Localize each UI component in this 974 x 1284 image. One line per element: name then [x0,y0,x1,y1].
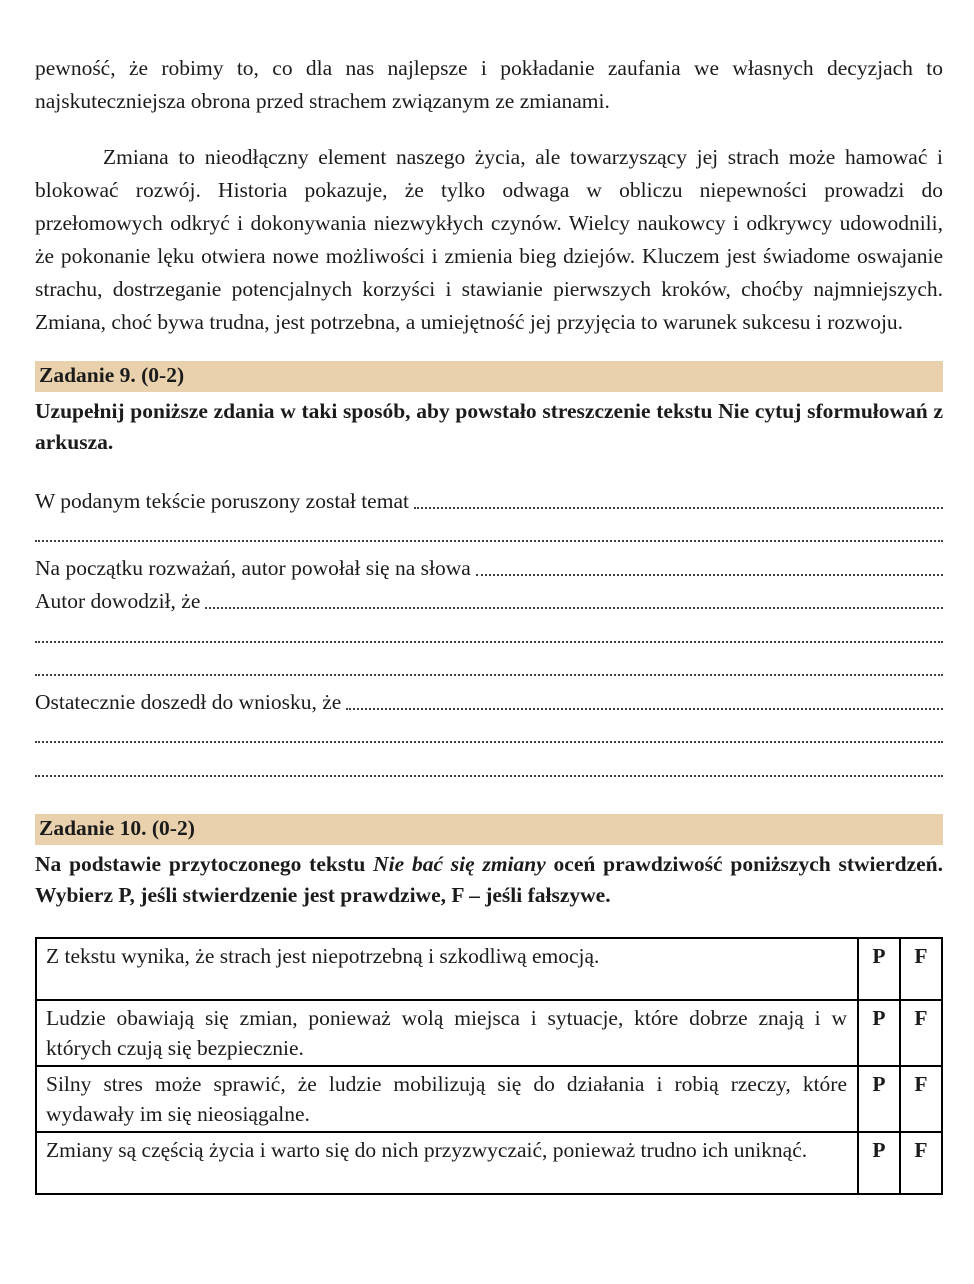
answer-line [35,717,943,751]
dotted-blank[interactable] [35,775,943,777]
answer-line [35,616,943,650]
answer-line [35,683,943,717]
answer-line [35,549,943,583]
answer-line [35,516,943,550]
option-p-cell[interactable]: P [858,938,900,1000]
option-f-cell[interactable]: F [900,938,942,1000]
table-row [36,1132,942,1194]
statement-cell: Silny stres może sprawić, że ludzie mobilizują się do działania i robią rzeczy, które wydawały im się nieosiągalne. [36,1066,858,1132]
statement-cell: Z tekstu wynika, że strach jest niepotrzebną i szkodliwą emocją. [36,938,858,1000]
task9-header: Zadanie 9. (0-2) [35,361,943,392]
dotted-blank[interactable] [414,507,943,509]
table-row [36,1066,942,1132]
statement-cell: Zmiany są częścią życia i warto się do nich przyzwyczaić, ponieważ trudno ich uniknąć. [36,1132,858,1194]
option-p-cell[interactable]: P [858,1000,900,1066]
task9-answer-area [35,482,943,784]
task10-instruction-prefix: Na podstawie przytoczonego tekstu [35,851,374,876]
dotted-blank[interactable] [35,641,943,643]
task10-instruction-source-title: Nie bać się zmiany [373,851,546,876]
option-f-cell[interactable]: F [900,1066,942,1132]
answer-line [35,583,943,617]
true-false-table [35,937,943,1195]
option-f-cell[interactable]: F [900,1000,942,1066]
answer-line-label: Na początku rozważań, autor powołał się na słowa [35,555,471,580]
task10-header: Zadanie 10. (0-2) [35,814,943,845]
task10-instruction [35,849,943,911]
body-paragraph-continuation: pewność, że robimy to, co dla nas najlepsze i pokładanie zaufania we własnych decyzjach to najskuteczniejsza obrona przed strachem związanym ze zmianami. [35,56,943,113]
answer-line-label: Autor dowodził, że [35,589,201,613]
answer-line-label: W podanym tekście poruszony został temat [35,488,409,513]
statement-cell: Ludzie obawiają się zmian, ponieważ wolą miejsca i sytuacje, które dobrze znają i w których czują się bezpiecznie. [36,1000,858,1066]
dotted-blank[interactable] [205,607,943,609]
answer-line [35,750,943,784]
option-p-cell[interactable]: P [858,1132,900,1194]
dotted-blank[interactable] [476,574,943,576]
option-f-cell[interactable]: F [900,1132,942,1194]
task9-instruction: Uzupełnij poniższe zdania w taki sposób, aby powstało streszczenie tekstu Nie cytuj sformułowań z arkusza. [35,399,943,454]
dotted-blank[interactable] [35,741,943,743]
task10-instruction-suffix: oceń prawdziwość poniższych stwierdzeń. Wybierz P, jeśli stwierdzenie jest prawdziwe, F – jeśli fałszywe. [35,851,943,907]
answer-line [35,482,943,516]
answer-line-label: Ostatecznie doszedł do wniosku, że [35,689,342,714]
option-p-cell[interactable]: P [858,1066,900,1132]
dotted-blank[interactable] [35,674,943,676]
dotted-blank[interactable] [346,708,943,710]
table-row [36,938,942,1000]
answer-line [35,650,943,684]
body-paragraph: Zmiana to nieodłączny element naszego życia, ale towarzyszący jej strach może hamować i blokować rozwój. Historia pokazuje, że tylko odwaga w obliczu niepewności prowadzi do przełomowych odkryć i dokonywania niezwykłych czynów. Wielcy naukowcy i odkrywcy udowodnili, że pokonanie lęku otwiera nowe możliwości i zmienia bieg dziejów. Kluczem jest świadome oswajanie strachu, dostrzeganie potencjalnych korzyści i stawianie pierwszych kroków, choćby najmniejszych. Zmiana, choć bywa trudna, jest potrzebna, a umiejętność jej przyjęcia to warunek sukcesu i rozwoju. [35,145,943,334]
dotted-blank[interactable] [35,540,943,542]
table-row [36,1000,942,1066]
